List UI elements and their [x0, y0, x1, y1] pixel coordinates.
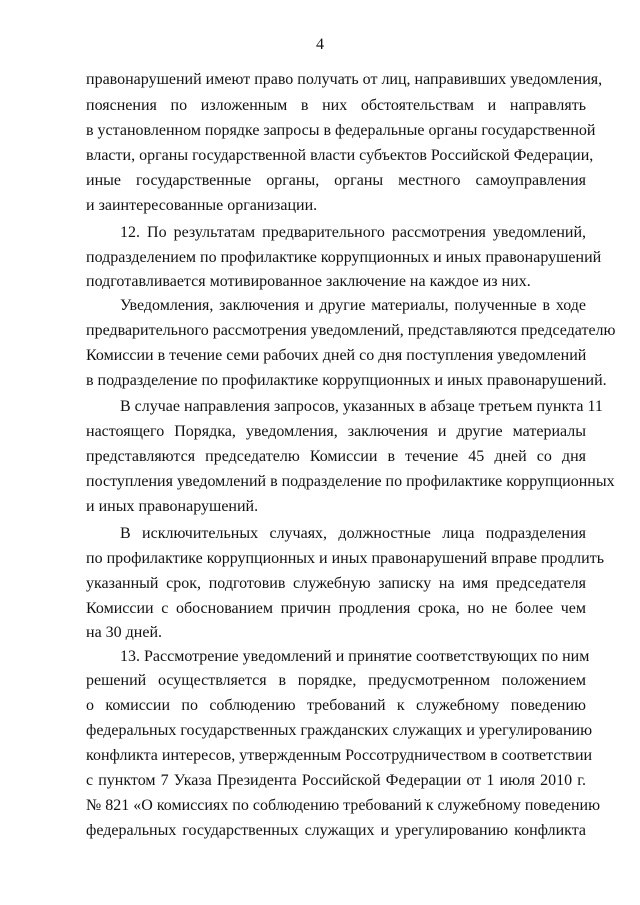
text-line: Комиссии с обоснованием причин продления срока, но не более чем	[86, 600, 586, 617]
text-line: пояснения по изложенным в них обстоятельствам и направлять	[86, 97, 586, 114]
text-line: федеральных государственных гражданских служащих и урегулированию	[86, 722, 593, 739]
text-line: по профилактике коррупционных и иных правонарушений вправе продлить	[86, 550, 605, 567]
text-line: на 30 дней.	[86, 624, 163, 641]
text-line: Комиссии в течение семи рабочих дней со дня поступления уведомлений	[86, 347, 587, 364]
text-line: власти, органы государственной власти субъектов Российской Федерации,	[86, 147, 594, 164]
text-line: подразделением по профилактике коррупционных и иных правонарушений	[86, 249, 602, 266]
text-line: федеральных государственных служащих и урегулированию конфликта	[86, 822, 586, 839]
text-line: и иных правонарушений.	[86, 498, 259, 515]
text-line: настоящего Порядка, уведомления, заключения и другие материалы	[86, 423, 586, 440]
text-line: решений осуществляется в порядке, предусмотренном положением	[86, 672, 586, 689]
text-line: 13. Рассмотрение уведомлений и принятие соответствующих по ним	[120, 648, 590, 665]
text-line: конфликта интересов, утвержденным Россотрудничеством в соответствии	[86, 747, 593, 764]
text-line: поступления уведомлений в подразделение по профилактике коррупционных	[86, 473, 615, 490]
text-line: предварительного рассмотрения уведомлений, представляются председателю	[86, 322, 616, 339]
text-line: и заинтересованные организации.	[86, 197, 318, 214]
text-line: о комиссии по соблюдению требований к служебному поведению	[86, 697, 586, 714]
text-line: № 821 «О комиссиях по соблюдению требований к служебному поведению	[86, 797, 601, 814]
text-line: В исключительных случаях, должностные лица подразделения	[120, 525, 586, 542]
text-line: представляются председателю Комиссии в течение 45 дней со дня	[86, 448, 586, 465]
text-line: в подразделение по профилактике коррупционных и иных правонарушений.	[86, 372, 607, 389]
text-line: с пунктом 7 Указа Президента Российской Федерации от 1 июля 2010 г.	[86, 772, 586, 789]
text-line: подготавливается мотивированное заключение на каждое из них.	[86, 273, 531, 290]
page-number: 4	[316, 36, 324, 53]
text-line: указанный срок, подготовив служебную записку на имя председателя	[86, 575, 586, 592]
text-line: 12. По результатам предварительного рассмотрения уведомлений,	[120, 224, 586, 241]
text-line: в установленном порядке запросы в федеральные органы государственной	[86, 122, 596, 139]
text-line: иные государственные органы, органы местного самоуправления	[86, 172, 586, 189]
text-line: правонарушений имеют право получать от лиц, направивших уведомления,	[86, 71, 603, 88]
text-line: Уведомления, заключения и другие материалы, полученные в ходе	[120, 297, 586, 314]
text-line: В случае направления запросов, указанных в абзаце третьем пункта 11	[120, 398, 603, 415]
